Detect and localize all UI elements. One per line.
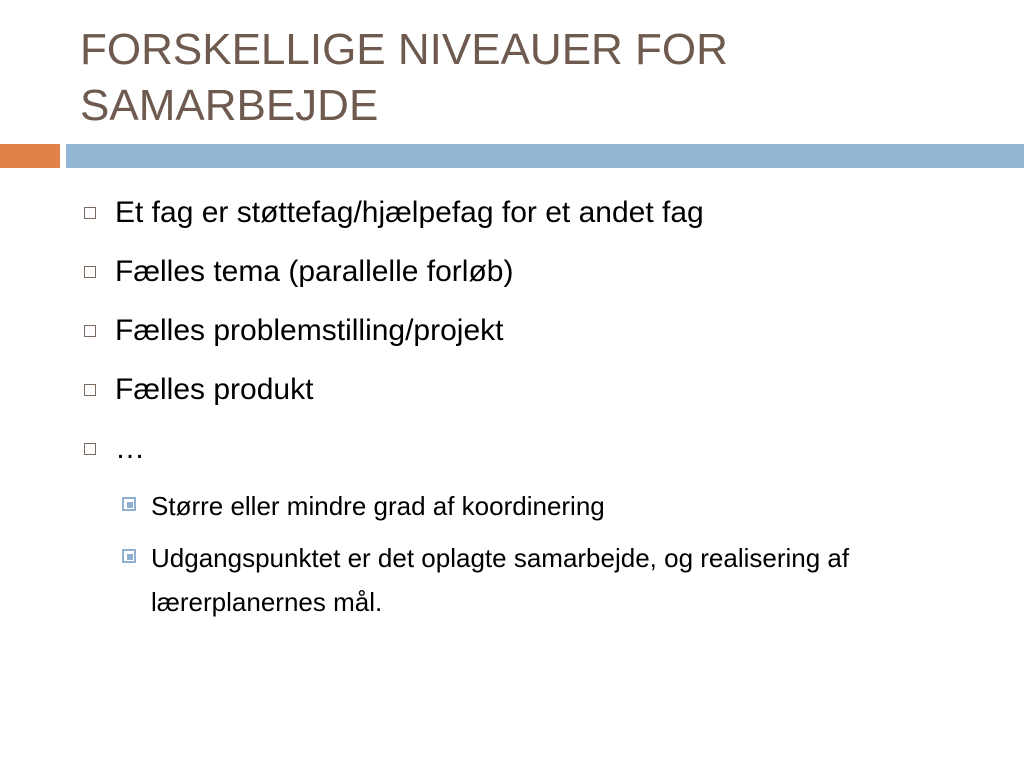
- slide-title: FORSKELLIGE NIVEAUER FOR SAMARBEJDE: [80, 25, 728, 130]
- bullet-text: Fælles problemstilling/projekt: [115, 314, 504, 347]
- bullet-text: …: [115, 432, 145, 465]
- square-bullet-icon: [84, 266, 96, 278]
- sub-bullet-item: [122, 536, 982, 624]
- square-bullet-icon: [84, 384, 96, 396]
- bullet-text: Fælles tema (parallelle forløb): [115, 255, 514, 288]
- sub-bullet-list: [122, 484, 982, 632]
- bullet-item: [84, 190, 984, 249]
- sub-bullet-text: Udgangspunktet er det oplagte samarbejde, og realisering af lærerplanernes mål.: [151, 543, 850, 617]
- sub-bullet-item: [122, 484, 982, 528]
- square-bullet-icon: [84, 207, 96, 219]
- accent-bar-blue: [66, 144, 1024, 168]
- bullet-text: Et fag er støttefag/hjælpefag for et andet fag: [115, 196, 704, 229]
- bullet-item: [84, 426, 984, 485]
- accent-bar-orange: [0, 144, 60, 168]
- filled-square-bullet-icon: [122, 549, 136, 563]
- bullet-item: [84, 367, 984, 426]
- bullet-item: [84, 308, 984, 367]
- filled-square-bullet-icon: [122, 497, 136, 511]
- square-bullet-icon: [84, 325, 96, 337]
- bullet-list: [84, 190, 984, 485]
- bullet-item: [84, 249, 984, 308]
- bullet-text: Fælles produkt: [115, 373, 314, 406]
- square-bullet-icon: [84, 443, 96, 455]
- sub-bullet-text: Større eller mindre grad af koordinering: [151, 491, 605, 521]
